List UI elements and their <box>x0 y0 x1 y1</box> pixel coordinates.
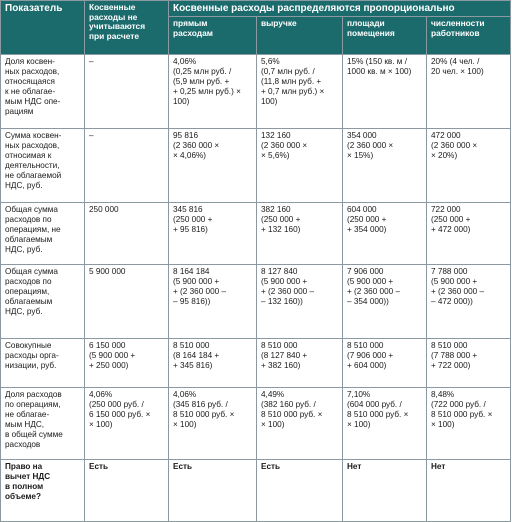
cell-revenue: 4,49% (382 160 руб. / 8 510 000 руб. × × 100) <box>257 388 343 460</box>
row-label: Доля расходов по операциям, не облагае- мым НДС, в общей сумме расходов <box>1 388 85 460</box>
cell-revenue: 132 160 (2 360 000 × × 5,6%) <box>257 129 343 203</box>
cell-staff: 8 510 000 (7 788 000 + + 722 000) <box>427 339 511 388</box>
cell-staff: 20% (4 чел. / 20 чел. × 100) <box>427 55 511 129</box>
cell-area: Нет <box>343 460 427 522</box>
table-row <box>1 460 511 522</box>
cell-staff: 7 788 000 (5 900 000 + + (2 360 000 – – 472 000)) <box>427 265 511 339</box>
header-distributed-group: Косвенные расходы распределяются пропорционально <box>169 1 511 17</box>
row-label: Общая сумма расходов по операциям, облагаемым НДС, руб. <box>1 265 85 339</box>
cell-area: 7,10% (604 000 руб. / 8 510 000 руб. × × 100) <box>343 388 427 460</box>
cell-staff: Нет <box>427 460 511 522</box>
cell-revenue: 382 160 (250 000 + + 132 160) <box>257 203 343 265</box>
table-row <box>1 203 511 265</box>
cell-direct: Есть <box>169 460 257 522</box>
cell-staff: 472 000 (2 360 000 × × 20%) <box>427 129 511 203</box>
cell-not-distributed: – <box>85 129 169 203</box>
table-row <box>1 55 511 129</box>
cell-staff: 722 000 (250 000 + + 472 000) <box>427 203 511 265</box>
row-label: Совокупные расходы орга- низации, руб. <box>1 339 85 388</box>
cell-revenue: 8 127 840 (5 900 000 + + (2 360 000 – – 132 160)) <box>257 265 343 339</box>
row-label: Право на вычет НДС в полном объеме? <box>1 460 85 522</box>
cell-direct: 8 164 184 (5 900 000 + + (2 360 000 – – 95 816)) <box>169 265 257 339</box>
header-area: площади помещения <box>343 17 427 55</box>
table-row <box>1 388 511 460</box>
cell-area: 7 906 000 (5 900 000 + + (2 360 000 – – 354 000)) <box>343 265 427 339</box>
header-direct-costs: прямым расходам <box>169 17 257 55</box>
cell-not-distributed: Есть <box>85 460 169 522</box>
header-staff: численности работников <box>427 17 511 55</box>
cell-area: 8 510 000 (7 906 000 + + 604 000) <box>343 339 427 388</box>
row-label: Сумма косвен- ных расходов, относимая к деятельности, не облагаемой НДС, руб. <box>1 129 85 203</box>
cell-direct: 95 816 (2 360 000 × × 4,06%) <box>169 129 257 203</box>
cell-area: 604 000 (250 000 + + 354 000) <box>343 203 427 265</box>
cell-direct: 345 816 (250 000 + + 95 816) <box>169 203 257 265</box>
table-row <box>1 265 511 339</box>
cell-not-distributed: 4,06% (250 000 руб. / 6 150 000 руб. × × 100) <box>85 388 169 460</box>
cell-direct: 4,06% (0,25 млн руб. / (5,9 млн руб. + + 0,25 млн руб.) × 100) <box>169 55 257 129</box>
cell-not-distributed: – <box>85 55 169 129</box>
cell-revenue: 5,6% (0,7 млн руб. / (11,8 млн руб. + + 0,7 млн руб.) × 100) <box>257 55 343 129</box>
row-label: Доля косвен- ных расходов, относящаяся к не облагае- мым НДС опе- рациям <box>1 55 85 129</box>
cell-not-distributed: 250 000 <box>85 203 169 265</box>
cell-revenue: Есть <box>257 460 343 522</box>
cell-area: 15% (150 кв. м / 1000 кв. м × 100) <box>343 55 427 129</box>
cell-direct: 8 510 000 (8 164 184 + + 345 816) <box>169 339 257 388</box>
header-revenue: выручке <box>257 17 343 55</box>
row-label: Общая сумма расходов по операциям, не облагаемым НДС, руб. <box>1 203 85 265</box>
table-row <box>1 339 511 388</box>
header-not-distributed: Косвенные расходы не учитываются при расчете <box>85 1 169 55</box>
header-indicator: Показатель <box>1 1 85 55</box>
cell-staff: 8,48% (722 000 руб. / 8 510 000 руб. × × 100) <box>427 388 511 460</box>
cell-not-distributed: 6 150 000 (5 900 000 + + 250 000) <box>85 339 169 388</box>
cell-direct: 4,06% (345 816 руб. / 8 510 000 руб. × × 100) <box>169 388 257 460</box>
cell-revenue: 8 510 000 (8 127 840 + + 382 160) <box>257 339 343 388</box>
cell-not-distributed: 5 900 000 <box>85 265 169 339</box>
table-row <box>1 129 511 203</box>
cell-area: 354 000 (2 360 000 × × 15%) <box>343 129 427 203</box>
